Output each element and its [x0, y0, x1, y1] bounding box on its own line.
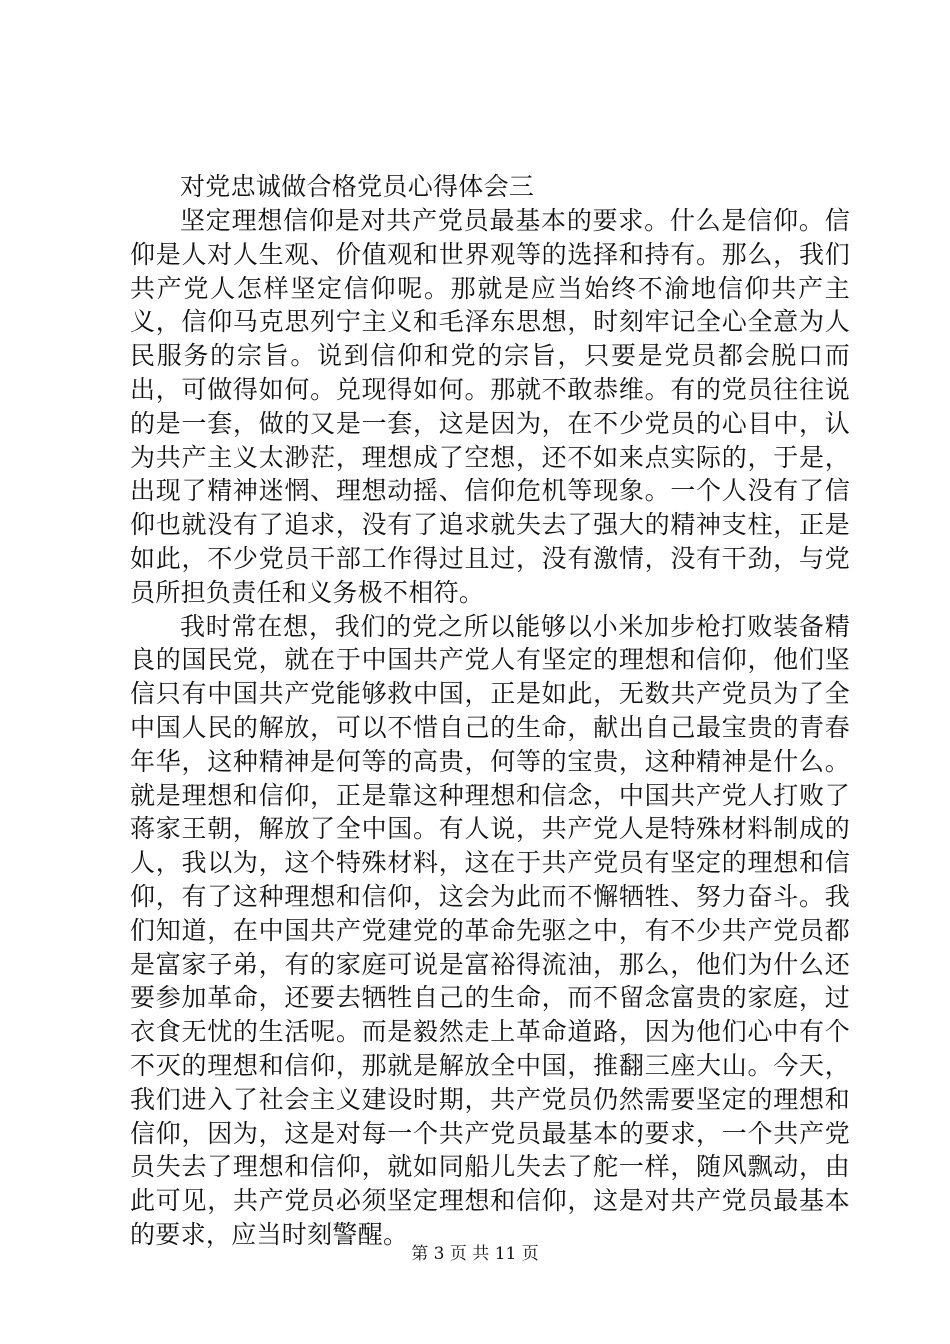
page-footer: 第 3 页 共 11 页 [411, 1244, 539, 1264]
paragraph-1: 坚定理想信仰是对共产党员最基本的要求。什么是信仰。信仰是人对人生观、价值观和世界观等的选择和持有。那么，我们共产党人怎样坚定信仰呢。那就是应当始终不渝地信仰共产主义，信仰马克思列宁主义和毛泽东思想，时刻牢记全心全意为人民服务的宗旨。说到信仰和党的宗旨，只要是党员都会脱口而出，可做得如何。兑现得如何。那就不敢恭维。有的党员往往说的是一套，做的又是一套，这是因为，在不少党员的心目中，认为共产主义太渺茫，理想成了空想，还不如来点实际的，于是，出现了精神迷惘、理想动摇、信仰危机等现象。一个人没有了信仰也就没有了追求，没有了追求就失去了强大的精神支柱，正是如此，不少党员干部工作得过且过，没有激情，没有干劲，与党员所担负责任和义务极不相符。 [130, 206, 850, 607]
paragraph-2: 我时常在想，我们的党之所以能够以小米加步枪打败装备精良的国民党，就在于中国共产党人有坚定的理想和信仰，他们坚信只有中国共产党能够救中国，正是如此，无数共产党员为了全中国人民的解放，可以不惜自己的生命，献出自己最宝贵的青春年华，这种精神是何等的高贵，何等的宝贵，这种精神是什么。就是理想和信仰，正是靠这种理想和信念，中国共产党人打败了蒋家王朝，解放了全中国。有人说，共产党人是特殊材料制成的人，我以为，这个特殊材料，这在于共产党员有坚定的理想和信仰，有了这种理想和信仰，这会为此而不懈牺牲、努力奋斗。我们知道，在中国共产党建党的革命先驱之中，有不少共产党员都是富家子弟，有的家庭可说是富裕得流油，那么，他们为什么还要参加革命，还要去牺牲自己的生命，而不留念富贵的家庭，过衣食无忧的生活呢。而是毅然走上革命道路，因为他们心中有个不灭的理想和信仰，那就是解放全中国，推翻三座大山。今天，我们进入了社会主义建设时期，共产党员仍然需要坚定的理想和信仰，因为，这是对每一个共产党员最基本的要求，一个共产党员失去了理想和信仰，就如同船儿失去了舵一样，随风飘动，由此可见，共产党员必须坚定理想和信仰，这是对共产党员最基本的要求，应当时刻警醒。 [130, 611, 850, 1249]
document-body [130, 170, 850, 1252]
document-title: 对党忠诚做合格党员心得体会三 [180, 172, 535, 201]
